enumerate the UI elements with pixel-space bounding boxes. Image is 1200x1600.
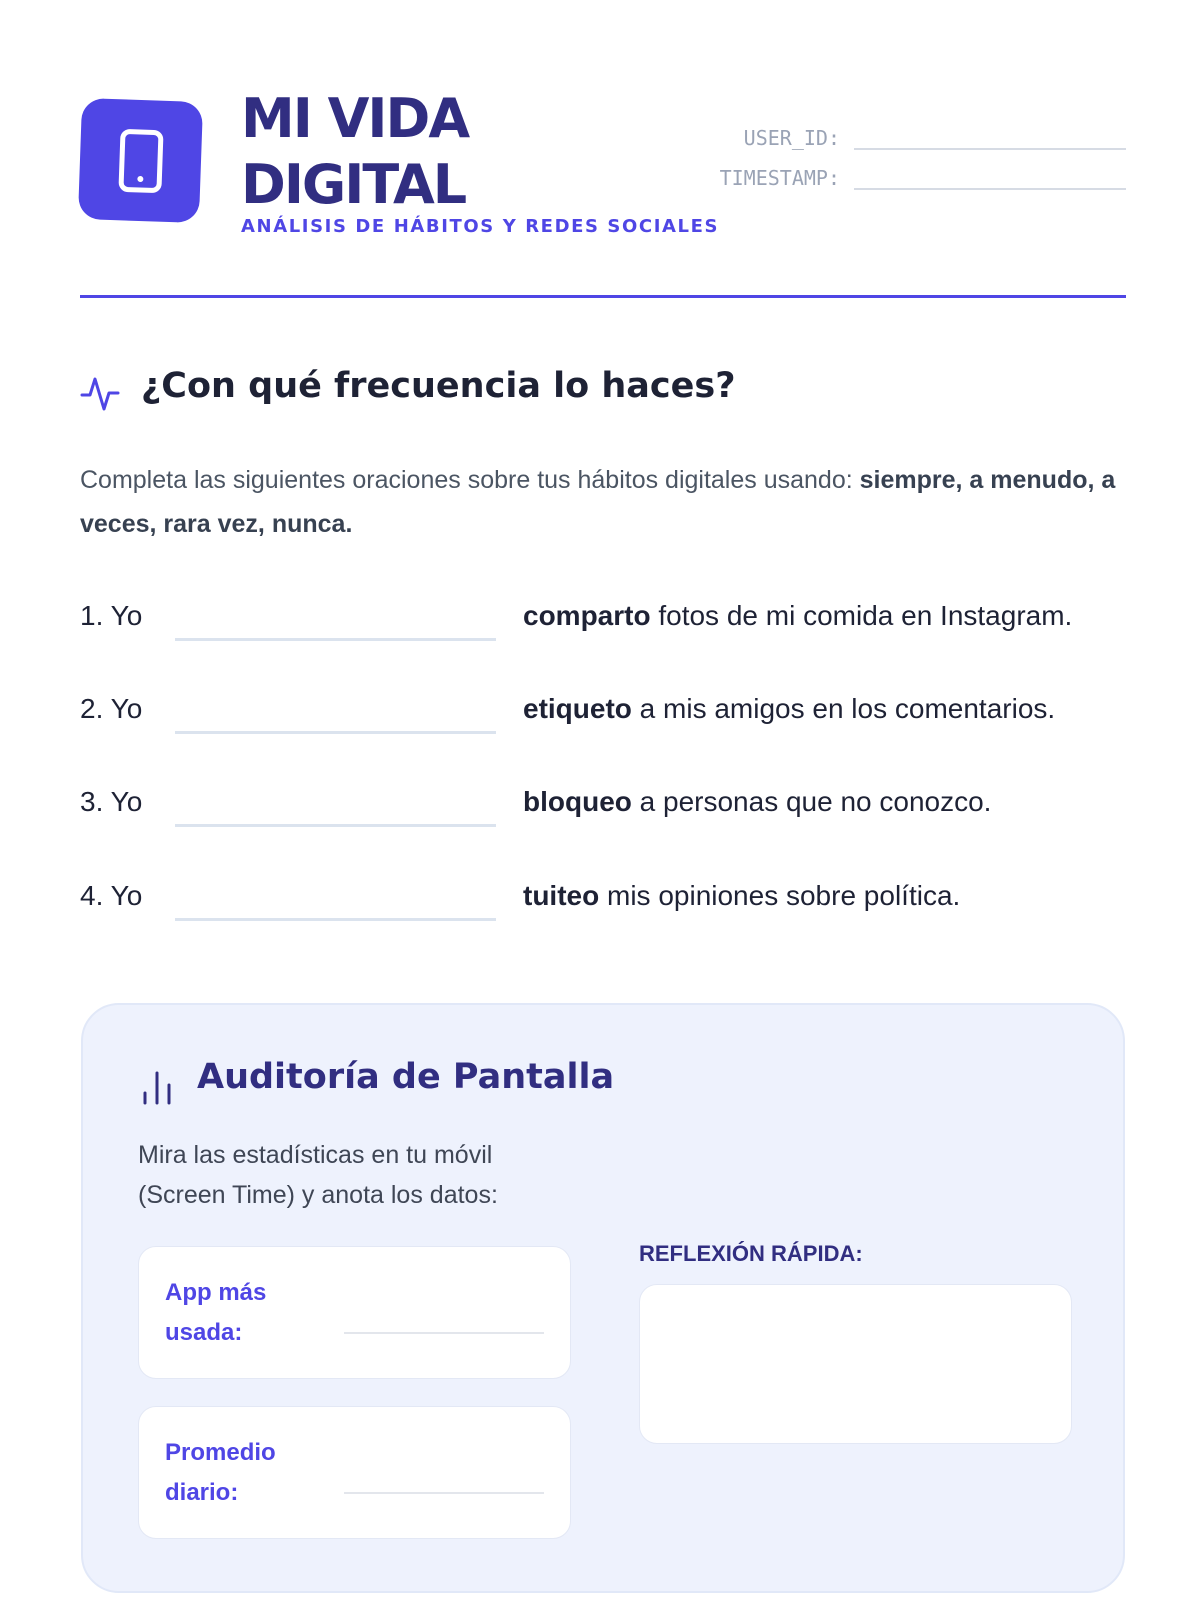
instructions-text: Completa las siguientes oraciones sobre tus hábitos digitales usando: — [80, 466, 860, 494]
audit-section-title: Auditoría de Pantalla — [197, 1057, 615, 1097]
instructions-options: siempre, a menudo, a veces, rara vez, nunca. — [80, 466, 1116, 538]
user-id-row — [690, 124, 1126, 150]
user-id-label: USER_ID: — [743, 126, 840, 150]
frequency-blank-input[interactable] — [175, 683, 496, 734]
screen-audit-panel — [81, 1003, 1125, 1593]
frequency-blank-input[interactable] — [175, 590, 496, 641]
sentence-text: bloqueo a personas que no conozco. — [523, 786, 992, 817]
sentence-row — [80, 590, 1160, 650]
frequency-instructions — [80, 458, 1126, 546]
sentence-verb: etiqueto — [523, 693, 632, 724]
daily-average-card — [138, 1406, 571, 1539]
page-subtitle: ANÁLISIS DE HÁBITOS Y REDES SOCIALES — [241, 216, 720, 237]
sentence-text: etiqueto a mis amigos en los comentarios. — [523, 693, 1056, 724]
sentence-start: 1. Yo — [80, 600, 143, 631]
most-used-app-label: App más usada: — [165, 1279, 267, 1346]
title-line-1: MI VIDA — [241, 87, 469, 150]
daily-average-label: Promedio diario: — [165, 1439, 276, 1506]
sentence-start: 2. Yo — [80, 693, 143, 724]
activity-icon — [80, 373, 120, 413]
timestamp-field[interactable] — [854, 164, 1126, 190]
sentence-verb: tuiteo — [523, 880, 600, 911]
most-used-app-card — [138, 1246, 571, 1379]
title-line-2: DIGITAL — [241, 153, 466, 216]
sentence-row — [80, 776, 1160, 836]
sentence-verb: comparto — [523, 600, 651, 631]
audit-description: Mira las estadísticas en tu móvil (Screen Time) y anota los datos: — [138, 1141, 498, 1209]
bar-chart-icon — [139, 1069, 175, 1105]
sentence-verb: bloqueo — [523, 786, 632, 817]
sentence-text: tuiteo mis opiniones sobre política. — [523, 880, 961, 911]
app-logo — [78, 98, 203, 223]
header-divider — [80, 295, 1126, 298]
page-title — [241, 86, 468, 218]
frequency-blank-input[interactable] — [175, 870, 496, 921]
daily-average-field[interactable] — [344, 1492, 544, 1494]
tablet-icon — [117, 128, 163, 193]
sentence-row — [80, 683, 1160, 743]
frequency-section-title: ¿Con qué frecuencia lo haces? — [141, 366, 736, 406]
user-id-field[interactable] — [854, 124, 1126, 150]
frequency-blank-input[interactable] — [175, 776, 496, 827]
sentence-start: 3. Yo — [80, 786, 143, 817]
timestamp-row — [690, 164, 1126, 190]
sentence-start: 4. Yo — [80, 880, 143, 911]
most-used-app-field[interactable] — [344, 1332, 544, 1334]
sentence-row — [80, 870, 1160, 930]
timestamp-label: TIMESTAMP: — [719, 166, 840, 190]
reflection-label: REFLEXIÓN RÁPIDA: — [639, 1241, 863, 1266]
reflection-textarea[interactable] — [639, 1284, 1072, 1444]
sentence-text: comparto fotos de mi comida en Instagram. — [523, 600, 1073, 631]
